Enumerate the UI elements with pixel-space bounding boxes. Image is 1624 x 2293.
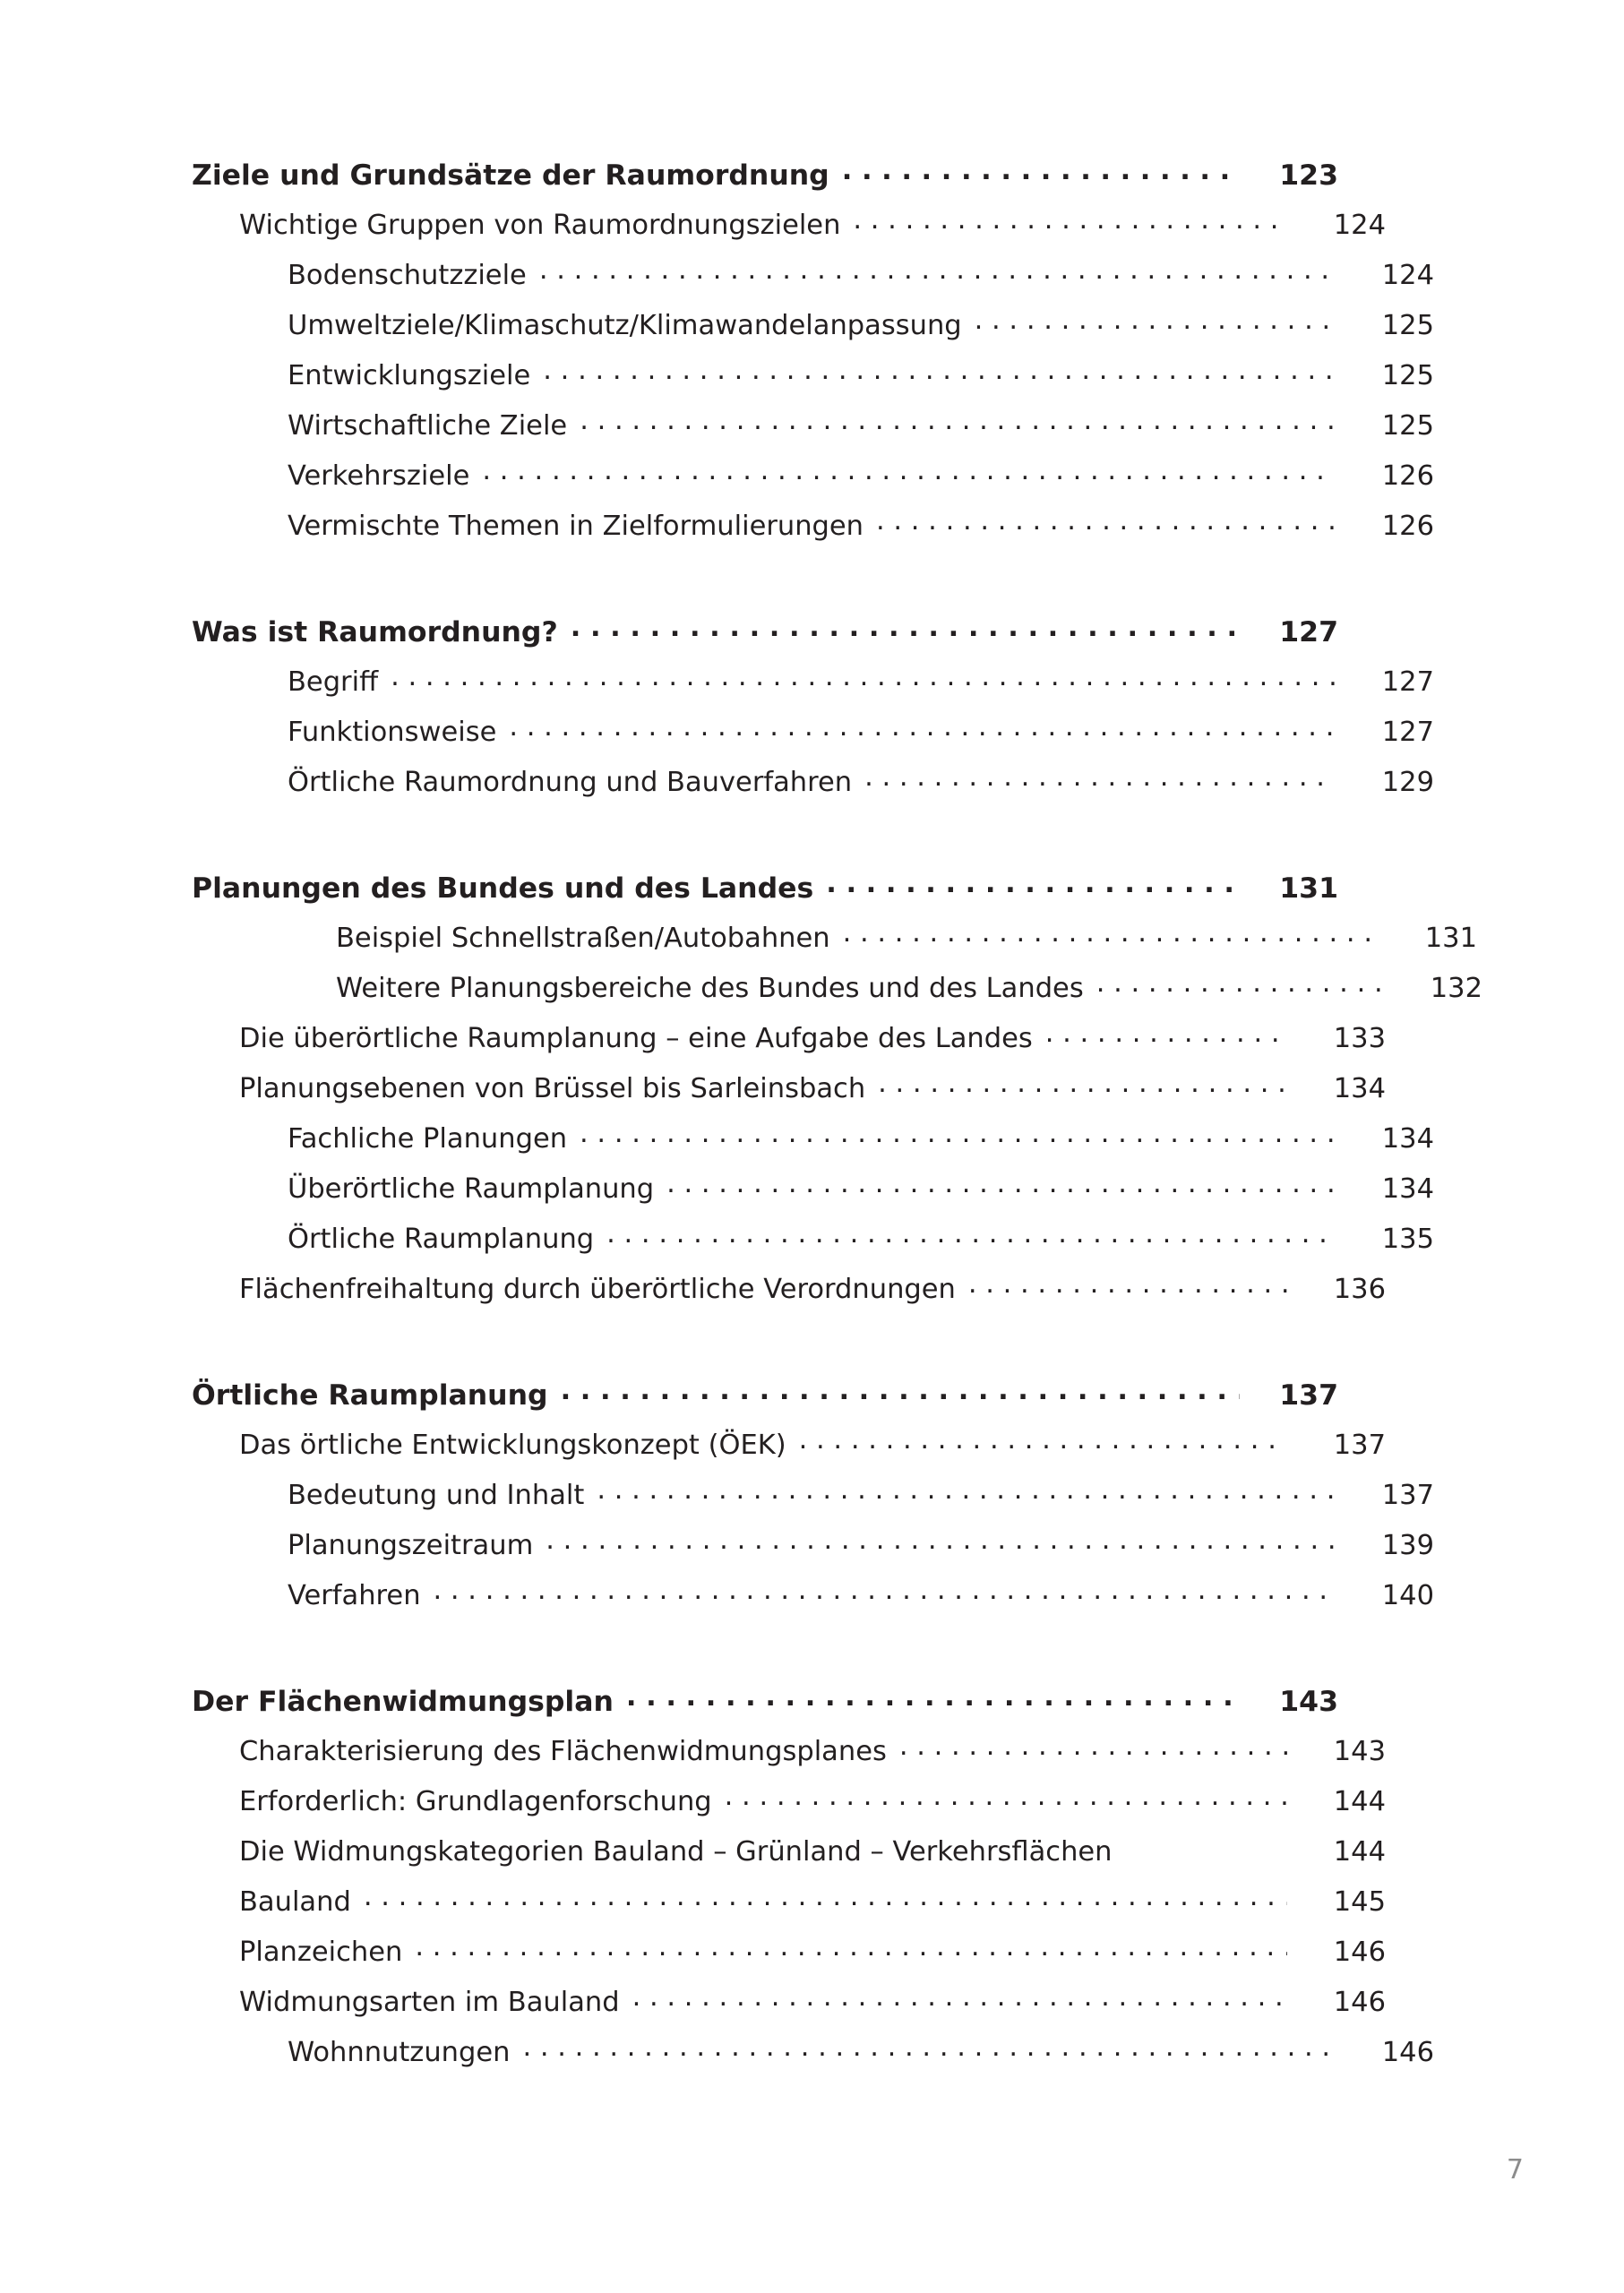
toc-page-number: 137	[1279, 1379, 1338, 1412]
toc-entry-title: Beispiel Schnellstraßen/Autobahnen	[336, 923, 830, 954]
toc-entry-title: Das örtliche Entwicklungskonzept (ÖEK)	[239, 1430, 786, 1461]
toc-dot-leader	[364, 1884, 1287, 1911]
toc-entry[interactable]	[192, 301, 1434, 351]
toc-page-number: 126	[1381, 460, 1434, 492]
toc-entry[interactable]	[192, 914, 1482, 964]
toc-entry[interactable]	[192, 1014, 1386, 1064]
toc-section-heading[interactable]	[192, 863, 1338, 914]
toc-entry[interactable]	[192, 1827, 1386, 1877]
toc-entry[interactable]	[192, 1978, 1386, 2028]
toc-page-number: 134	[1381, 1173, 1434, 1205]
toc-entry[interactable]	[192, 1727, 1386, 1777]
toc-entry-title: Die überörtliche Raumplanung – eine Aufgabe des Landes	[239, 1023, 1033, 1054]
toc-page-number: 139	[1381, 1530, 1434, 1561]
toc-entry[interactable]	[192, 758, 1434, 808]
toc-entry[interactable]	[192, 1777, 1386, 1827]
toc-entry-title: Bedeutung und Inhalt	[288, 1480, 585, 1511]
toc-dot-leader	[509, 714, 1336, 742]
toc-entry-title: Umweltziele/Klimaschutz/Klimawandelanpassung	[288, 310, 962, 341]
toc-dot-leader	[561, 1377, 1240, 1405]
toc-page-number: 134	[1381, 1123, 1434, 1155]
toc-page-number: 131	[1279, 872, 1338, 905]
toc-dot-leader	[522, 2034, 1336, 2062]
toc-entry-title: Überörtliche Raumplanung	[288, 1173, 655, 1205]
toc-page-number: 145	[1333, 1886, 1386, 1918]
toc-entry-title: Funktionsweise	[288, 717, 497, 748]
toc-dot-leader	[666, 1171, 1336, 1198]
toc-page-number: 127	[1279, 616, 1338, 648]
toc-entry-title: Begriff	[288, 666, 379, 698]
toc-page-number: 136	[1333, 1274, 1386, 1305]
toc-entry[interactable]	[192, 251, 1434, 301]
toc-dot-leader	[415, 1934, 1287, 1962]
toc-entry[interactable]	[192, 1521, 1434, 1571]
toc-dot-leader	[1096, 970, 1384, 998]
toc-page-number: 127	[1381, 666, 1434, 698]
toc-section	[192, 150, 1434, 552]
toc-entry-title: Örtliche Raumplanung	[288, 1224, 595, 1255]
page-folio: 7	[1506, 2154, 1524, 2186]
toc-entry[interactable]	[192, 657, 1434, 708]
toc-entry-title: Fachliche Planungen	[288, 1123, 568, 1155]
toc-section-heading[interactable]	[192, 1370, 1338, 1421]
toc-dot-leader	[543, 357, 1336, 385]
toc-entry-title: Wichtige Gruppen von Raumordnungszielen	[239, 210, 841, 241]
table-of-contents	[192, 150, 1482, 2078]
toc-page-number: 125	[1381, 360, 1434, 391]
toc-page-number: 127	[1381, 717, 1434, 748]
toc-dot-leader	[391, 664, 1336, 691]
toc-page-number: 134	[1333, 1073, 1386, 1104]
toc-page-number: 123	[1279, 159, 1338, 192]
toc-dot-leader	[878, 1070, 1287, 1098]
toc-dot-leader	[975, 307, 1336, 335]
toc-section-heading[interactable]	[192, 607, 1338, 657]
toc-dot-leader	[626, 1683, 1240, 1712]
toc-entry[interactable]	[192, 502, 1434, 552]
toc-dot-leader	[853, 207, 1287, 235]
toc-entry[interactable]	[192, 2028, 1434, 2078]
toc-entry-title: Was ist Raumordnung?	[192, 616, 558, 648]
toc-entry[interactable]	[192, 1064, 1386, 1114]
toc-section	[192, 1677, 1434, 2078]
toc-dot-leader	[842, 157, 1240, 185]
toc-entry-title: Bauland	[239, 1886, 351, 1918]
toc-page-number: 132	[1430, 973, 1482, 1004]
toc-entry[interactable]	[192, 1571, 1434, 1621]
toc-entry[interactable]	[192, 1265, 1386, 1315]
toc-page-number: 140	[1381, 1580, 1434, 1611]
toc-page-number: 143	[1333, 1736, 1386, 1767]
toc-dot-leader	[725, 1783, 1287, 1811]
toc-page-number: 131	[1424, 923, 1477, 954]
toc-dot-leader	[968, 1271, 1287, 1299]
toc-entry-title: Wirtschaftliche Ziele	[288, 410, 568, 442]
toc-page-number: 126	[1381, 511, 1434, 542]
toc-entry[interactable]	[192, 1215, 1434, 1265]
toc-entry[interactable]	[192, 964, 1482, 1014]
toc-page-number: 137	[1333, 1430, 1386, 1461]
toc-dot-leader	[799, 1427, 1287, 1455]
toc-entry[interactable]	[192, 1164, 1434, 1215]
toc-dot-leader	[826, 870, 1240, 898]
toc-page-number: 125	[1381, 310, 1434, 341]
toc-page-number: 125	[1381, 410, 1434, 442]
toc-section	[192, 1370, 1434, 1621]
toc-page-number: 133	[1333, 1023, 1386, 1054]
toc-entry-title: Erforderlich: Grundlagenforschung	[239, 1786, 712, 1817]
toc-page-number: 137	[1381, 1480, 1434, 1511]
toc-dot-leader	[434, 1577, 1336, 1605]
toc-dot-leader	[876, 508, 1336, 536]
toc-dot-leader	[632, 1984, 1287, 2012]
toc-entry-title: Widmungsarten im Bauland	[239, 1987, 620, 2018]
toc-entry-title: Wohnnutzungen	[288, 2037, 511, 2068]
toc-dot-leader	[482, 458, 1336, 485]
toc-page-number: 144	[1333, 1836, 1386, 1868]
toc-page-number: 146	[1333, 1987, 1386, 2018]
toc-dot-leader	[864, 764, 1336, 792]
toc-page-number: 129	[1381, 767, 1434, 798]
toc-dot-leader	[1125, 1834, 1288, 1861]
toc-page-number: 146	[1381, 2037, 1434, 2068]
toc-entry-title: Die Widmungskategorien Bauland – Grünland – Verkehrsflächen	[239, 1836, 1113, 1868]
toc-dot-leader	[1045, 1020, 1287, 1048]
toc-entry-title: Bodenschutzziele	[288, 260, 527, 291]
toc-entry-title: Entwicklungsziele	[288, 360, 531, 391]
toc-entry[interactable]	[192, 1928, 1386, 1978]
toc-dot-leader	[606, 1221, 1336, 1249]
toc-section-heading[interactable]	[192, 150, 1338, 201]
toc-entry-title: Planungsebenen von Brüssel bis Sarleinsbach	[239, 1073, 866, 1104]
toc-entry[interactable]	[192, 1114, 1434, 1164]
toc-entry-title: Örtliche Raumplanung	[192, 1379, 548, 1412]
toc-page-number: 144	[1333, 1786, 1386, 1817]
toc-entry-title: Verkehrsziele	[288, 460, 470, 492]
toc-entry-title: Der Flächenwidmungsplan	[192, 1686, 614, 1718]
toc-dot-leader	[597, 1477, 1336, 1505]
toc-page-number: 135	[1381, 1224, 1434, 1255]
toc-entry-title: Flächenfreihaltung durch überörtliche Verordnungen	[239, 1274, 956, 1305]
toc-dot-leader	[546, 1527, 1336, 1555]
toc-section-heading[interactable]	[192, 1677, 1338, 1727]
toc-entry[interactable]	[192, 351, 1434, 401]
toc-entry[interactable]	[192, 1877, 1386, 1928]
toc-entry[interactable]	[192, 201, 1386, 251]
toc-dot-leader	[539, 257, 1336, 285]
toc-entry-title: Planungszeitraum	[288, 1530, 534, 1561]
toc-entry-title: Ziele und Grundsätze der Raumordnung	[192, 159, 829, 192]
toc-dot-leader	[899, 1733, 1287, 1761]
toc-entry[interactable]	[192, 451, 1434, 502]
toc-page-number: 143	[1279, 1686, 1338, 1718]
toc-dot-leader	[843, 920, 1379, 948]
toc-entry-title: Planzeichen	[239, 1937, 403, 1968]
toc-entry[interactable]	[192, 401, 1434, 451]
toc-entry-title: Verfahren	[288, 1580, 421, 1611]
toc-entry[interactable]	[192, 708, 1434, 758]
toc-entry-title: Örtliche Raumordnung und Bauverfahren	[288, 767, 853, 798]
toc-section	[192, 863, 1482, 1315]
toc-page-number: 146	[1333, 1937, 1386, 1968]
toc-entry-title: Charakterisierung des Flächenwidmungsplanes	[239, 1736, 887, 1767]
toc-entry-title: Weitere Planungsbereiche des Bundes und des Landes	[336, 973, 1084, 1004]
toc-section	[192, 607, 1434, 808]
toc-page-number: 124	[1333, 210, 1386, 241]
toc-dot-leader	[580, 1121, 1336, 1148]
toc-entry[interactable]	[192, 1471, 1434, 1521]
toc-page-number: 124	[1381, 260, 1434, 291]
toc-entry-title: Vermischte Themen in Zielformulierungen	[288, 511, 864, 542]
toc-dot-leader	[571, 614, 1240, 642]
toc-dot-leader	[580, 408, 1336, 435]
toc-entry-title: Planungen des Bundes und des Landes	[192, 872, 814, 905]
toc-entry[interactable]	[192, 1421, 1386, 1471]
